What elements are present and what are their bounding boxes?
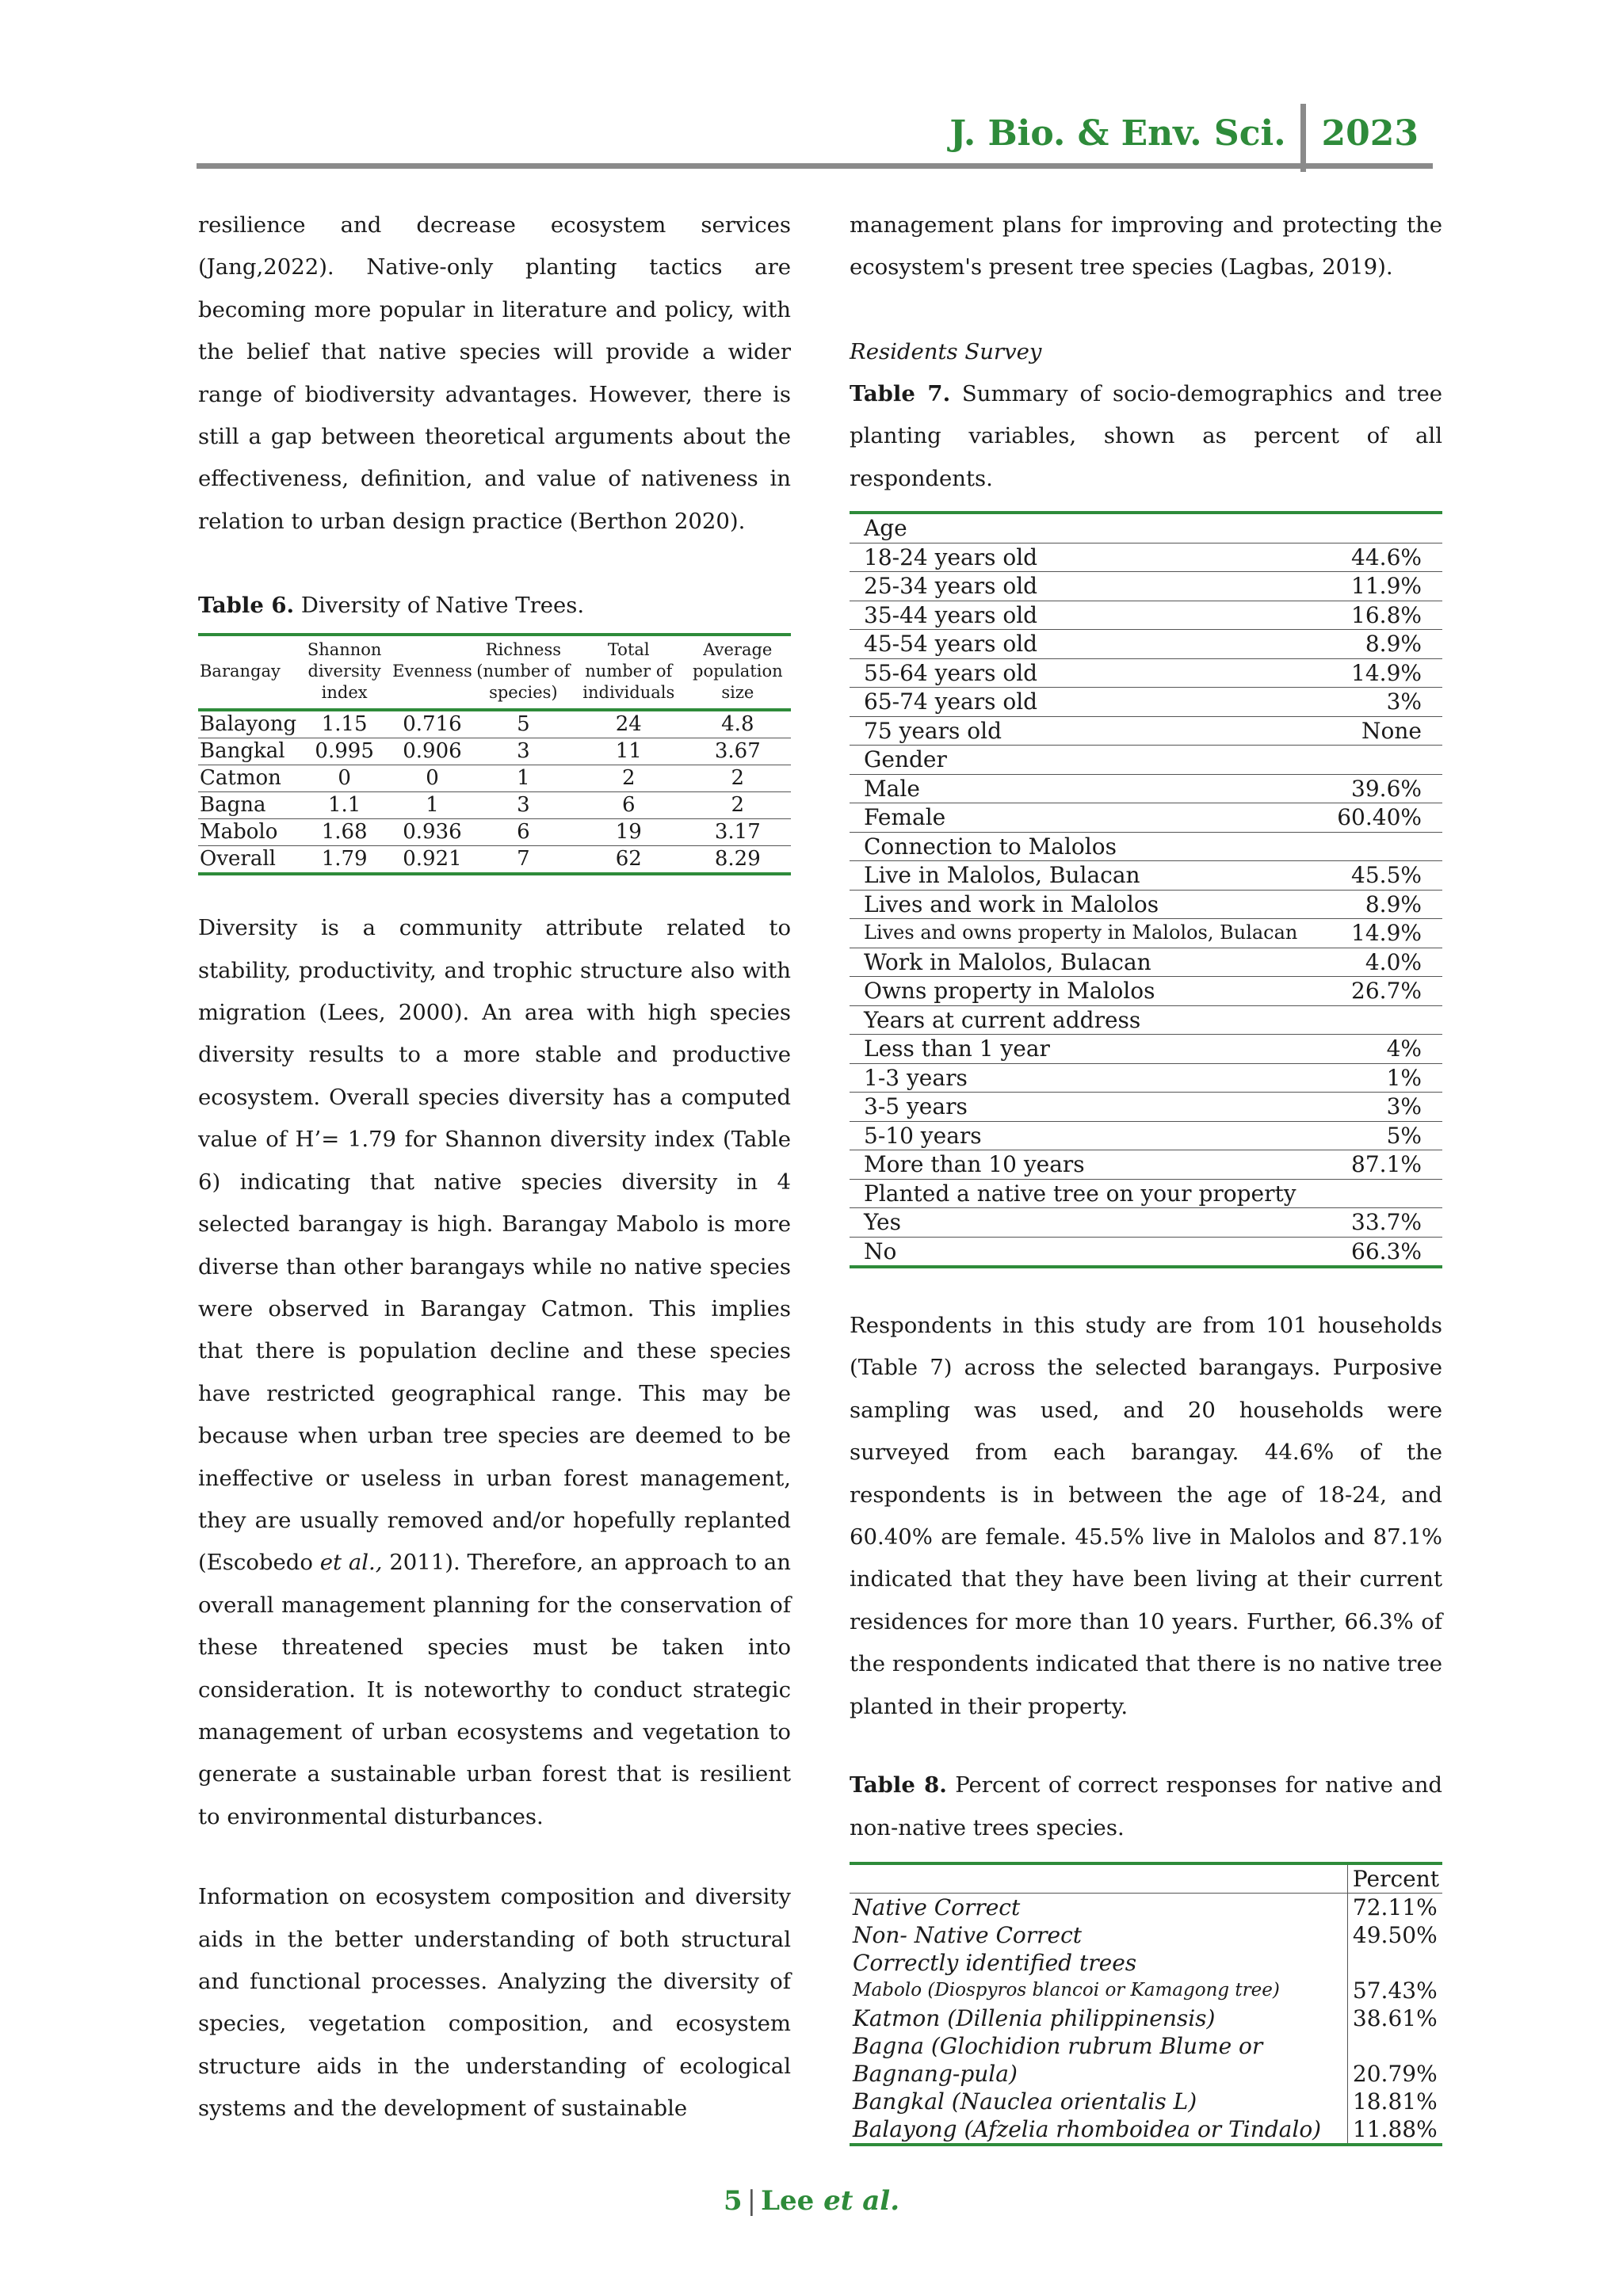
table-cell: 1.79: [298, 846, 391, 875]
table-row: [198, 846, 791, 875]
table-cell: 0.921: [391, 846, 474, 875]
table-cell-value: 57.43%: [1347, 1977, 1442, 2004]
header-rule: [197, 163, 1433, 169]
table-row: [850, 1921, 1442, 1949]
table-row: [850, 890, 1442, 919]
table-cell: 24: [573, 710, 685, 738]
table-cell-label: More than 10 years: [850, 1150, 1320, 1180]
paragraph-diversity-part2: 2011). Therefore, an approach to an overall management planning for the conservation of these threatened species must be taken into consideration. It is noteworthy to conduct strategic management of urban ecosystems and vegetation to generate a sustainable urban forest that is resilient to environmental disturbances.: [198, 1550, 791, 1829]
table-row: [850, 543, 1442, 572]
table-cell-value: [1347, 1949, 1442, 1977]
table-cell-label: Planted a native tree on your property: [850, 1179, 1320, 1208]
table-row: [850, 1949, 1442, 1977]
table6-col-header: Richness (number of species): [474, 635, 573, 710]
table-row: [850, 919, 1442, 948]
table-row: [850, 513, 1442, 543]
table-cell-label: Gender: [850, 746, 1320, 775]
table-cell: Balayong: [198, 710, 298, 738]
table-row: [198, 765, 791, 792]
table-cell-label: 35-44 years old: [850, 601, 1320, 630]
table-cell-value: 39.6%: [1320, 774, 1442, 803]
table-cell: 1: [474, 765, 573, 792]
table-row: [850, 1005, 1442, 1035]
table-cell: 3: [474, 792, 573, 819]
table-cell-value: 72.11%: [1347, 1893, 1442, 1921]
table-cell-value: 14.9%: [1320, 658, 1442, 688]
table-row: [850, 832, 1442, 861]
table6-col-header: Shannon diversity index: [298, 635, 391, 710]
table-row: [850, 977, 1442, 1006]
table-cell: 3: [474, 738, 573, 765]
running-header: [949, 109, 1419, 157]
table-cell: 0.995: [298, 738, 391, 765]
header-separator: [1300, 104, 1306, 172]
paragraph-diversity: [198, 907, 791, 1838]
table-cell-value: 1%: [1320, 1063, 1442, 1093]
table-row: [850, 746, 1442, 775]
table-cell-label: Work in Malolos, Bulacan: [850, 948, 1320, 977]
table-cell: Bangkal: [198, 738, 298, 765]
table-cell-value: 18.81%: [1347, 2088, 1442, 2115]
table-cell-value: 87.1%: [1320, 1150, 1442, 1180]
table-cell-label: 75 years old: [850, 716, 1320, 746]
table7: [850, 511, 1442, 1268]
table-cell: Overall: [198, 846, 298, 875]
table6-title: Diversity of Native Trees.: [300, 593, 585, 619]
table-cell: 11: [573, 738, 685, 765]
paragraph-diversity-part1: Diversity is a community attribute related to stability, productivity, and trophic structure also with migration (Lees, 2000). An area with high species diversity results to a more stable and productive ecosystem. Overall species diversity has a computed value of H’= 1.79 for Shannon diversity index (Table 6) indicating that native species diversity in 4 selected barangay is high. Barangay Mabolo is more diverse than other barangays while no native species were observed in Barangay Catmon. This implies that there is population decline and these species have restricted geographical range. This may be because when urban tree species are deemed to be ineffective or useless in urban forest management, they are usually removed and/or hopefully replanted (Escobedo: [198, 915, 791, 1576]
table-cell-label: No: [850, 1237, 1320, 1267]
table-cell-value: 3%: [1320, 688, 1442, 717]
table-cell: 6: [573, 792, 685, 819]
table-cell-value: 3%: [1320, 1093, 1442, 1122]
table-cell: 62: [573, 846, 685, 875]
table6-col-header: Barangay: [198, 635, 298, 710]
footer-separator: |: [747, 2185, 757, 2217]
table-row: [850, 716, 1442, 746]
table6-col-header: Total number of individuals: [573, 635, 685, 710]
table-cell-label: Katmon (Dillenia philippinensis): [853, 2004, 1216, 2031]
table-cell-value: [1320, 746, 1442, 775]
table-cell: 5: [474, 710, 573, 738]
table-cell-label: Age: [850, 513, 1320, 543]
table-cell-value: [1320, 513, 1442, 543]
table-row: [850, 1208, 1442, 1238]
table-cell-label: Less than 1 year: [850, 1035, 1320, 1064]
table8-title: Percent of correct responses for native and non-native trees species.: [850, 1772, 1443, 1840]
table-cell-value: 66.3%: [1320, 1237, 1442, 1267]
table-cell: 6: [474, 819, 573, 846]
table-cell: 8.29: [685, 846, 791, 875]
table-row: [850, 1977, 1442, 2004]
table-cell-label: Balayong (Afzelia rhomboidea or Tindalo): [850, 2115, 1347, 2145]
table-row: [198, 792, 791, 819]
table6-header-row: [198, 635, 791, 710]
journal-name: J. Bio. & Env. Sci.: [949, 113, 1286, 154]
paragraph-respondents: Respondents in this study are from 101 households (Table 7) across the selected barangays. Purposive sampling was used, and 20 households were surveyed from each barangay. 44.6% of the respondents is in between the age of 18-24, and 60.40% are female. 45.5% live in Malolos and 87.1% indicated that they have been living at their current residences for more than 10 years. Further, 66.3% of the respondents indicated that there is no native tree planted in their property.: [850, 1313, 1442, 1719]
table-cell-value: [1320, 832, 1442, 861]
table6-col-header: Evenness: [391, 635, 474, 710]
table-cell-value: 14.9%: [1320, 919, 1442, 948]
table-row: [850, 1237, 1442, 1267]
table-cell: 0: [298, 765, 391, 792]
table-cell: 1.68: [298, 819, 391, 846]
table-cell: 2: [573, 765, 685, 792]
table-cell-label: Native Correct: [853, 1894, 1021, 1920]
table-cell: 0.906: [391, 738, 474, 765]
table7-caption: [850, 373, 1442, 500]
section-heading-residents-survey: Residents Survey: [850, 338, 1042, 364]
table-cell-value: None: [1320, 716, 1442, 746]
table-cell-label: Non- Native Correct: [853, 1921, 1082, 1948]
table-cell: 1.1: [298, 792, 391, 819]
table-cell-label: 25-34 years old: [850, 572, 1320, 601]
table-row: [850, 861, 1442, 891]
table-cell: 19: [573, 819, 685, 846]
table-row: [198, 738, 791, 765]
table-cell-value: 60.40%: [1320, 803, 1442, 833]
table-row: [850, 688, 1442, 717]
table-row: [850, 2115, 1442, 2145]
table-cell-label: Female: [850, 803, 1320, 833]
page-number: 5: [723, 2185, 743, 2217]
table-row: [850, 658, 1442, 688]
table-cell: 0.936: [391, 819, 474, 846]
table-cell-value: 20.79%: [1347, 2032, 1442, 2088]
table-row: [850, 1893, 1442, 1921]
table-cell-value: 4.0%: [1320, 948, 1442, 977]
table-cell-label: 65-74 years old: [850, 688, 1320, 717]
table-cell-value: [1320, 1005, 1442, 1035]
table-cell-label: Lives and owns property in Malolos, Bulacan: [850, 919, 1320, 948]
table-cell-label: Live in Malolos, Bulacan: [850, 861, 1320, 891]
table7-label: Table 7.: [850, 380, 951, 406]
table-cell-label: 55-64 years old: [850, 658, 1320, 688]
table6: [198, 633, 791, 875]
table-cell-value: 8.9%: [1320, 630, 1442, 659]
table-cell-label: Male: [850, 774, 1320, 803]
table-row: [850, 948, 1442, 977]
table-cell-label: 18-24 years old: [850, 543, 1320, 572]
table-cell-label: Years at current address: [850, 1005, 1320, 1035]
table-cell-label: Mabolo (Diospyros blancoi or Kamagong tree): [853, 1979, 1280, 2000]
table-cell: Catmon: [198, 765, 298, 792]
paragraph-nativeness: resilience and decrease ecosystem services (Jang,2022). Native-only planting tactics are becoming more popular in literature and policy, with the belief that native species will provide a wider range of biodiversity advantages. However, there is still a gap between theoretical arguments about the effectiveness, definition, and value of nativeness in relation to urban design practice (Berthon 2020).: [198, 212, 791, 534]
table-cell-value: 45.5%: [1320, 861, 1442, 891]
table-cell-value: 44.6%: [1320, 543, 1442, 572]
table-cell-label: Yes: [850, 1208, 1320, 1238]
table-row: [850, 803, 1442, 833]
table-cell-value: 11.9%: [1320, 572, 1442, 601]
table-cell: 0.716: [391, 710, 474, 738]
table-row: [850, 774, 1442, 803]
table8: [850, 1862, 1442, 2146]
left-column: [198, 204, 791, 2130]
table-cell-value: [1320, 1179, 1442, 1208]
table-row: [198, 710, 791, 738]
table6-caption: [198, 585, 791, 627]
table8-header-row: [850, 1863, 1442, 1894]
table-row: [850, 2004, 1442, 2032]
table-cell: 0: [391, 765, 474, 792]
table-cell-label: 3-5 years: [850, 1093, 1320, 1122]
table-cell-label: Owns property in Malolos: [850, 977, 1320, 1006]
et-al-italic: et al.,: [319, 1550, 383, 1576]
table-row: [850, 1150, 1442, 1180]
table-row: [850, 1179, 1442, 1208]
table-row: [850, 1063, 1442, 1093]
table-row: [850, 601, 1442, 630]
table8-col-header: Percent: [1347, 1863, 1442, 1894]
table-cell-label: Bagna (Glochidion rubrum Blume or Bagnang-pula): [853, 2032, 1263, 2087]
table-cell: 2: [685, 765, 791, 792]
table6-label: Table 6.: [198, 593, 295, 619]
table-cell-value: 26.7%: [1320, 977, 1442, 1006]
paragraph-composition: Information on ecosystem composition and diversity aids in the better understanding of both structural and functional processes. Analyzing the diversity of species, vegetation composition, and ecosystem structure aids in the understanding of ecological systems and the development of sustainable: [198, 1884, 791, 2122]
table-cell-label: Bangkal (Nauclea orientalis L): [853, 2088, 1197, 2115]
table-cell: Bagna: [198, 792, 298, 819]
table8-label: Table 8.: [850, 1772, 947, 1798]
table-cell-label: 5-10 years: [850, 1121, 1320, 1150]
journal-year: 2023: [1321, 113, 1419, 154]
table-row: [850, 2032, 1442, 2088]
table-row: [850, 2088, 1442, 2115]
table-row: [850, 630, 1442, 659]
right-column: [850, 204, 1442, 2146]
table-cell-value: 5%: [1320, 1121, 1442, 1150]
table-cell: 4.8: [685, 710, 791, 738]
table-cell-value: 49.50%: [1347, 1921, 1442, 1949]
table-row: [198, 819, 791, 846]
table6-col-header: Average population size: [685, 635, 791, 710]
table-cell-label: 45-54 years old: [850, 630, 1320, 659]
table-cell-value: 33.7%: [1320, 1208, 1442, 1238]
table-cell: 3.67: [685, 738, 791, 765]
table-cell-label: Correctly identified trees: [853, 1949, 1137, 1976]
paragraph-management: management plans for improving and protecting the ecosystem's present tree species (Lagbas, 2019).: [850, 212, 1442, 280]
table-cell: 2: [685, 792, 791, 819]
table-row: [850, 572, 1442, 601]
table-cell-value: 8.9%: [1320, 890, 1442, 919]
table-cell: 1.15: [298, 710, 391, 738]
table-row: [850, 1093, 1442, 1122]
table-cell: 3.17: [685, 819, 791, 846]
table-cell: Mabolo: [198, 819, 298, 846]
table-cell-label: Lives and work in Malolos: [850, 890, 1320, 919]
table8-caption: [850, 1764, 1442, 1849]
table7-title: Summary of socio-demographics and tree planting variables, shown as percent of all respondents.: [850, 380, 1442, 491]
table-row: [850, 1121, 1442, 1150]
footer-etal: et al.: [823, 2185, 900, 2217]
table-cell-value: 4%: [1320, 1035, 1442, 1064]
table-cell: 1: [391, 792, 474, 819]
table-row: [850, 1035, 1442, 1064]
table-cell-label: Connection to Malolos: [850, 832, 1320, 861]
table-cell-value: 16.8%: [1320, 601, 1442, 630]
table-cell: 7: [474, 846, 573, 875]
footer-author: Lee: [761, 2185, 815, 2217]
page-footer: [0, 2185, 1623, 2217]
table-cell-value: 38.61%: [1347, 2004, 1442, 2032]
table-cell-value: 11.88%: [1347, 2115, 1442, 2145]
table-cell-label: 1-3 years: [850, 1063, 1320, 1093]
